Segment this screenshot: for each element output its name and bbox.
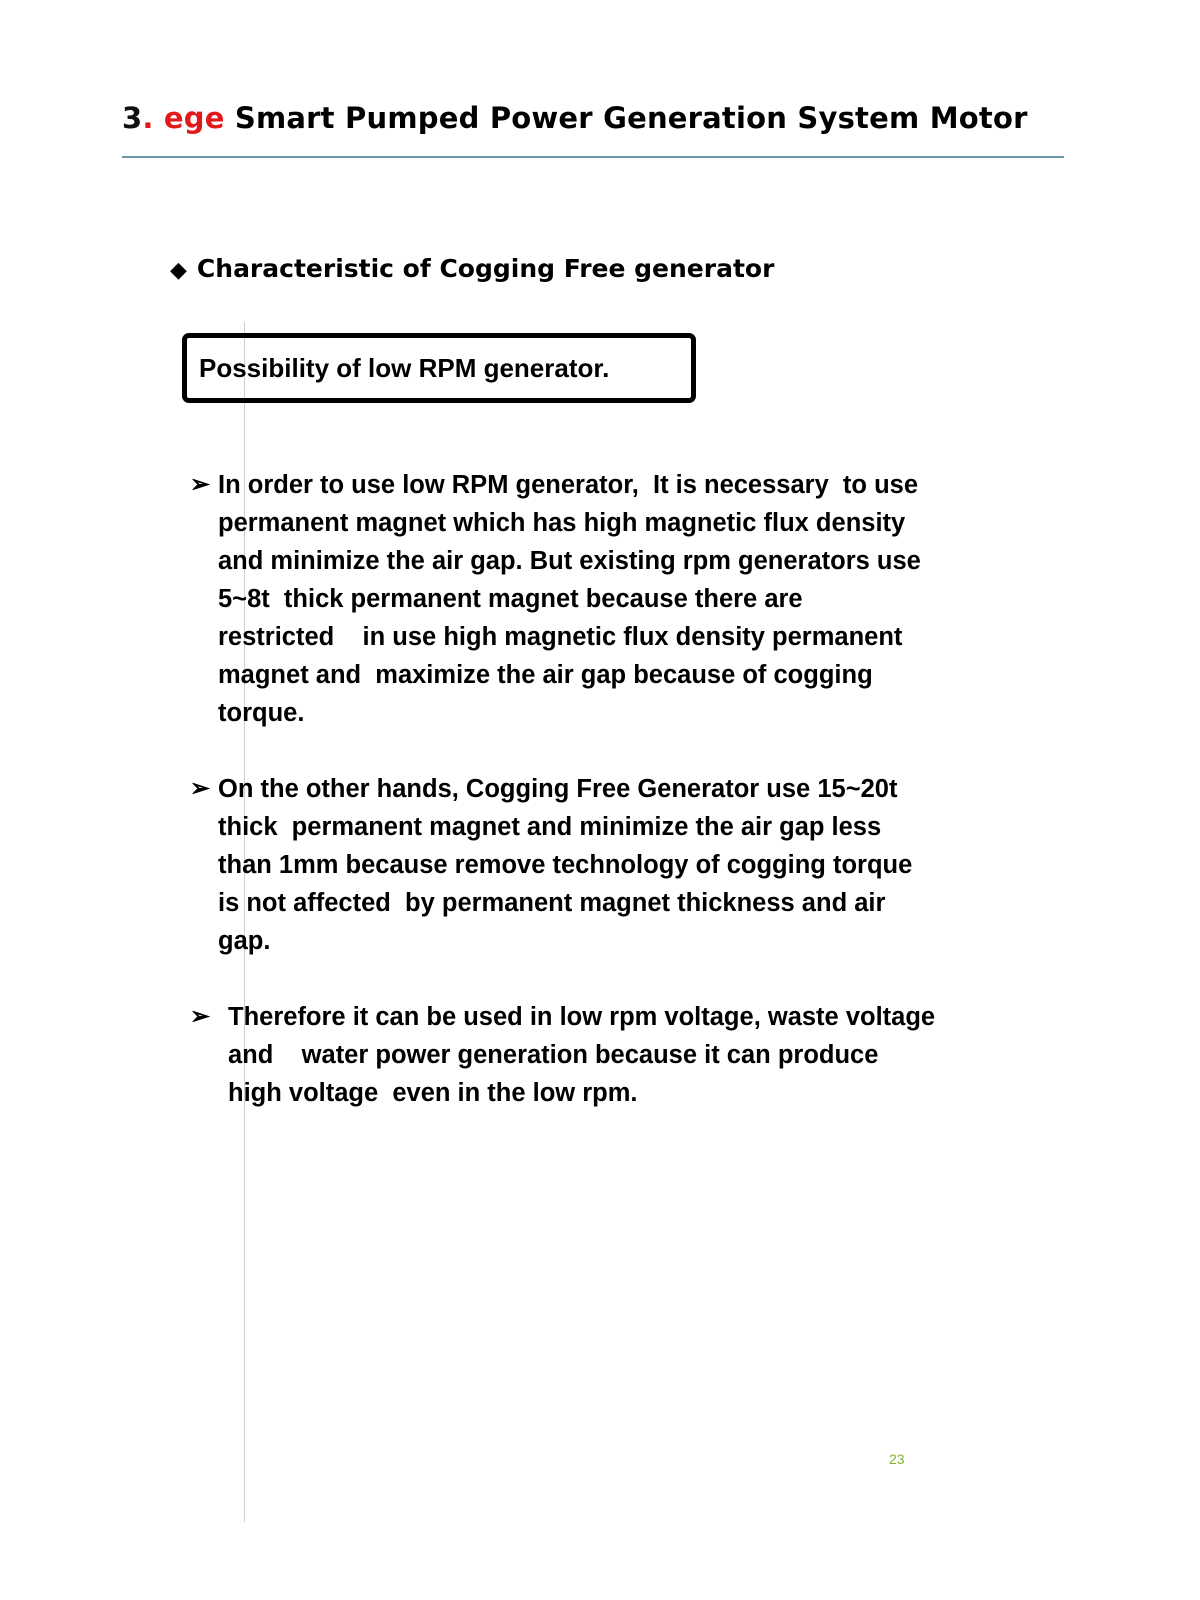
title-number: 3 bbox=[122, 101, 143, 135]
section-heading bbox=[170, 254, 774, 283]
boxed-statement: Possibility of low RPM generator. bbox=[182, 333, 696, 403]
bullet-line: permanent magnet which has high magnetic flux density bbox=[218, 509, 906, 537]
list-item bbox=[190, 770, 1090, 960]
bullet-line: In order to use low RPM generator, It is necessary to use bbox=[218, 471, 919, 499]
title-divider bbox=[122, 156, 1064, 158]
arrowhead-icon: ➢ bbox=[190, 1003, 211, 1030]
list-item bbox=[190, 998, 1090, 1112]
bullet-list bbox=[190, 466, 1090, 1150]
bullet-line: Therefore it can be used in low rpm voltage, waste voltage bbox=[228, 1003, 936, 1031]
section-heading-text: Characteristic of Cogging Free generator bbox=[196, 254, 775, 283]
list-item bbox=[190, 466, 1090, 732]
diamond-icon: ◆ bbox=[170, 258, 187, 283]
title-brand: ege bbox=[163, 101, 225, 135]
bullet-line: On the other hands, Cogging Free Generator use 15~20t bbox=[218, 775, 898, 803]
title-dot: . bbox=[142, 101, 154, 135]
bullet-line: is not affected by permanent magnet thickness and air bbox=[218, 889, 886, 917]
bullet-line: thick permanent magnet and minimize the air gap less bbox=[218, 813, 882, 841]
bullet-line: and water power generation because it can produce bbox=[228, 1041, 879, 1069]
arrowhead-icon: ➢ bbox=[190, 775, 211, 802]
bullet-line: 5~8t thick permanent magnet because there are bbox=[218, 585, 803, 613]
bullet-line: restricted in use high magnetic flux density permanent bbox=[218, 623, 903, 651]
arrowhead-icon: ➢ bbox=[190, 471, 211, 498]
page-title bbox=[122, 101, 1028, 135]
bullet-line: magnet and maximize the air gap because of cogging bbox=[218, 661, 873, 689]
page-number: 23 bbox=[889, 1451, 905, 1467]
title-text: Smart Pumped Power Generation System Motor bbox=[234, 101, 1028, 135]
bullet-line: than 1mm because remove technology of cogging torque bbox=[218, 851, 913, 879]
bullet-line: gap. bbox=[218, 927, 271, 955]
bullet-line: torque. bbox=[218, 699, 305, 727]
bullet-line: and minimize the air gap. But existing rpm generators use bbox=[218, 547, 921, 575]
bullet-line: high voltage even in the low rpm. bbox=[228, 1079, 638, 1107]
